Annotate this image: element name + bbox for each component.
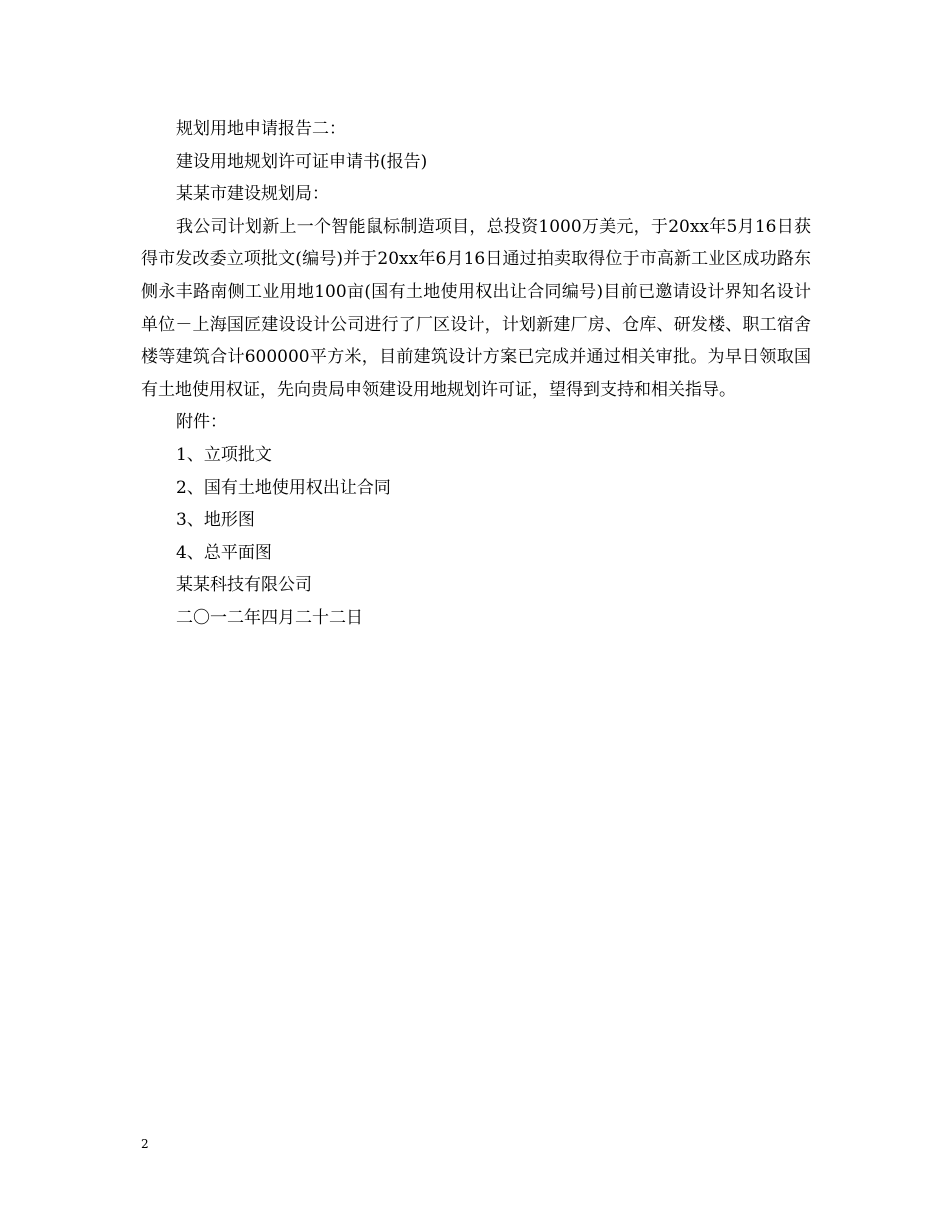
application-title: 建设用地规划许可证申请书(报告)	[176, 151, 428, 172]
attachment-item: 3、地形图	[176, 510, 255, 531]
body-paragraph: 我公司计划新上一个智能鼠标制造项目，总投资1000万美元，于20xx年5月16日获得市发改委立项批文(编号)并于20xx年6月16日通过拍卖取得位于市高新工业区成功路东侧永丰路南侧工业用地100亩(国有土地使用权出让合同编号)目前已邀请设计界知名设计单位－上海国匠建设设计公司进行了厂区设计，计划新建厂房、仓库、研发楼、职工宿舍楼等建筑合计600000平方米，目前建筑设计方案已完成并通过相关审批。为早日领取国有土地使用权证，先向贵局申领建设用地规划许可证，望得到支持和相关指导。	[141, 216, 811, 400]
signature-company: 某某科技有限公司	[176, 575, 312, 596]
signature-date: 二〇一二年四月二十二日	[176, 607, 363, 628]
document-content	[141, 113, 811, 635]
page-number: 2	[141, 1137, 149, 1151]
addressee: 某某市建设规划局：	[176, 184, 329, 205]
attachment-item: 1、立项批文	[176, 444, 272, 465]
attachments-label: 附件：	[176, 412, 227, 433]
attachment-item: 4、总平面图	[176, 542, 272, 563]
attachment-item: 2、国有土地使用权出让合同	[176, 477, 391, 498]
report-heading: 规划用地申请报告二：	[176, 119, 346, 139]
